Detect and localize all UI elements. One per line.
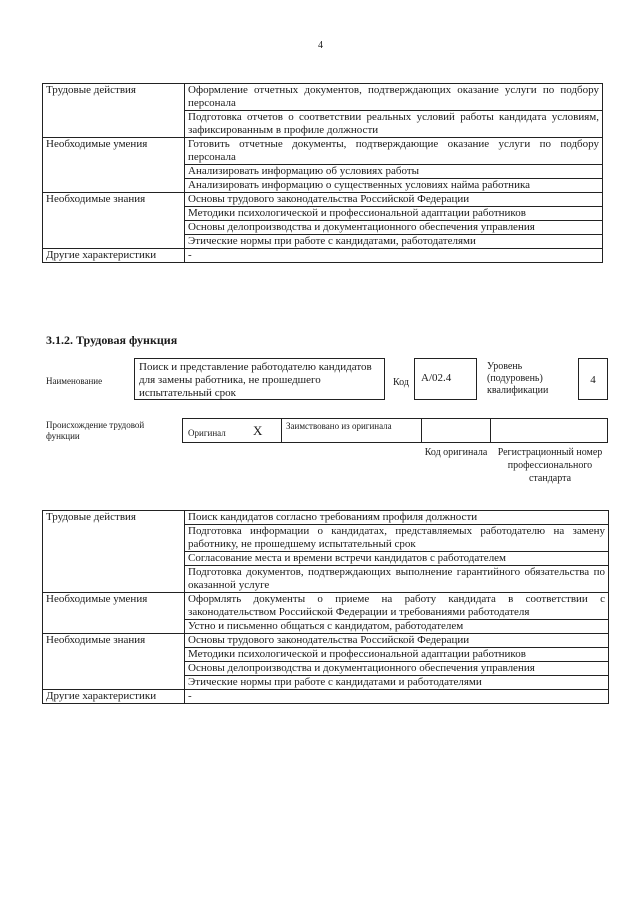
table-row bbox=[43, 634, 609, 648]
requirement-cell: Устно и письменно общаться с кандидатом, работодателем bbox=[185, 620, 609, 634]
original-cell bbox=[182, 418, 282, 443]
original-mark: X bbox=[253, 423, 263, 438]
borrowed-cell bbox=[281, 418, 422, 443]
table-row bbox=[43, 249, 603, 263]
category-cell: Трудовые действия bbox=[43, 84, 185, 138]
origin-label: Происхождение трудовой функции bbox=[46, 420, 145, 441]
table-row bbox=[43, 593, 609, 620]
labor-function-table-bottom bbox=[42, 510, 609, 704]
qualification-level-label: Уровень (подуровень) квалификации bbox=[487, 361, 549, 396]
category-cell: Необходимые знания bbox=[43, 193, 185, 249]
borrowed-label: Заимствовано из оригинала bbox=[286, 421, 392, 431]
category-cell: Другие характеристики bbox=[43, 690, 185, 704]
requirement-cell: Методики психологической и профессиональной адаптации работников bbox=[185, 648, 609, 662]
category-cell: Необходимые умения bbox=[43, 593, 185, 634]
requirement-cell: Основы делопроизводства и документационного обеспечения управления bbox=[185, 221, 603, 235]
requirement-cell: Основы трудового законодательства Российской Федерации bbox=[185, 193, 603, 207]
page-number: 4 bbox=[318, 40, 323, 51]
labor-function-table-top bbox=[42, 83, 603, 263]
requirement-cell: - bbox=[185, 690, 609, 704]
requirement-cell: Согласование места и времени встречи кандидатов с работодателем bbox=[185, 552, 609, 566]
requirement-cell: Подготовка документов, подтверждающих выполнение гарантийного обязательства по оказанной услуге bbox=[185, 566, 609, 593]
requirement-cell: Оформлять документы о приеме на работу кандидата в соответствии с законодательством Российской Федерации и требованиями работодателя bbox=[185, 593, 609, 620]
original-code-cell bbox=[421, 418, 491, 443]
table-row bbox=[43, 690, 609, 704]
requirement-cell: - bbox=[185, 249, 603, 263]
category-cell: Необходимые знания bbox=[43, 634, 185, 690]
requirement-cell: Оформление отчетных документов, подтверждающих оказание услуги по подбору персонала bbox=[185, 84, 603, 111]
registration-number-cell bbox=[490, 418, 608, 443]
name-label: Наименование bbox=[46, 376, 103, 386]
requirement-cell: Методики психологической и профессиональной адаптации работников bbox=[185, 207, 603, 221]
category-cell: Необходимые умения bbox=[43, 138, 185, 193]
requirement-cell: Готовить отчетные документы, подтверждающие оказание услуги по подбору персонала bbox=[185, 138, 603, 165]
original-code-caption: Код оригинала bbox=[424, 447, 488, 458]
requirement-cell: Анализировать информацию об условиях работы bbox=[185, 165, 603, 179]
requirement-cell: Поиск кандидатов согласно требованиям профиля должности bbox=[185, 511, 609, 525]
function-name-box: Поиск и представление работодателю кандидатов для замены работника, не прошедшего испытательный срок bbox=[134, 358, 385, 400]
table-row bbox=[43, 193, 603, 207]
function-code-box: А/02.4 bbox=[414, 358, 477, 400]
table-row bbox=[43, 138, 603, 165]
table-row bbox=[43, 84, 603, 111]
qualification-level-box: 4 bbox=[578, 358, 608, 400]
table-row bbox=[43, 511, 609, 525]
original-label: Оригинал bbox=[188, 428, 226, 438]
code-label: Код bbox=[393, 377, 409, 388]
category-cell: Другие характеристики bbox=[43, 249, 185, 263]
requirement-cell: Анализировать информацию о существенных условиях найма работника bbox=[185, 179, 603, 193]
registration-number-caption: Регистрационный номер профессионального стандарта bbox=[497, 447, 603, 484]
requirement-cell: Основы трудового законодательства Российской Федерации bbox=[185, 634, 609, 648]
requirement-cell: Подготовка отчетов о соответствии реальных условий работы кандидата условиям, зафиксированным в профиле должности bbox=[185, 111, 603, 138]
requirement-cell: Основы делопроизводства и документационного обеспечения управления bbox=[185, 662, 609, 676]
section-heading: 3.1.2. Трудовая функция bbox=[46, 333, 178, 347]
requirement-cell: Подготовка информации о кандидатах, представляемых работодателю на замену работнику, не прошедшему испытательный срок bbox=[185, 525, 609, 552]
requirement-cell: Этические нормы при работе с кандидатами и работодателями bbox=[185, 676, 609, 690]
category-cell: Трудовые действия bbox=[43, 511, 185, 593]
requirement-cell: Этические нормы при работе с кандидатами, работодателями bbox=[185, 235, 603, 249]
